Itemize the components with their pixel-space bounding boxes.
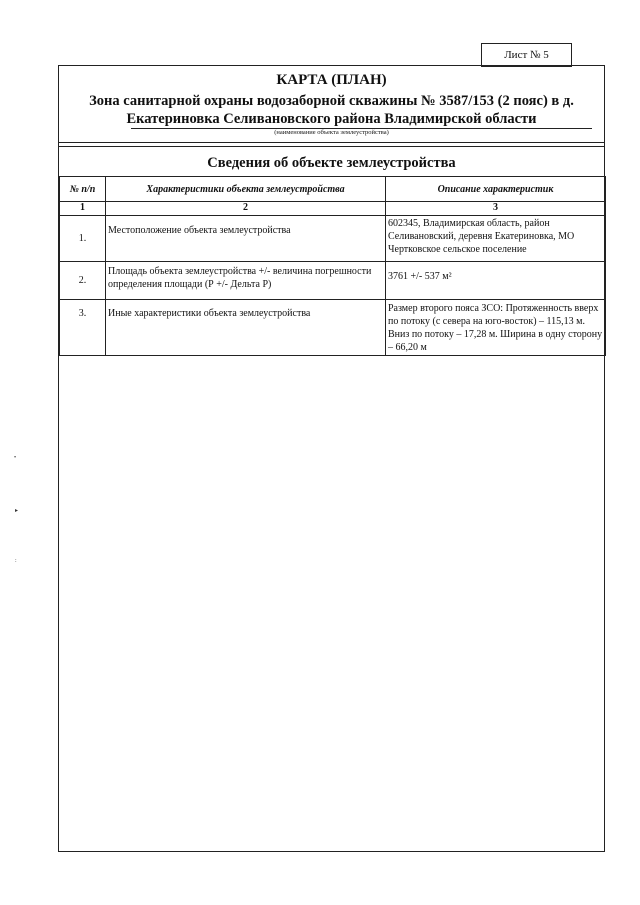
table-row: [60, 300, 606, 356]
column-number: 2: [106, 202, 386, 216]
object-name-caption: (наименование объекта землеустройства): [274, 129, 389, 136]
column-header: № п/п: [60, 177, 106, 202]
row-characteristic: Площадь объекта землеустройства +/- величина погрешности определения площади (Р +/- Дельта Р): [106, 262, 386, 300]
column-header: Описание характеристик: [386, 177, 606, 202]
object-name-line-1: Зона санитарной охраны водозаборной скважины № 3587/153 (2 пояс) в д.: [89, 93, 574, 109]
column-number: 1: [60, 202, 106, 216]
divider: [59, 142, 604, 143]
table-header-row: [60, 177, 606, 202]
object-name: [69, 92, 594, 128]
section-title: Сведения об объекте землеустройства: [207, 155, 456, 171]
row-characteristic: Иные характеристики объекта землеустройства: [106, 300, 386, 356]
row-number: 2.: [60, 262, 106, 300]
table-row: [60, 262, 606, 300]
margin-mark: ▸: [15, 508, 19, 514]
row-description: Размер второго пояса ЗСО: Протяженность вверх по потоку (с севера на юго-восток) – 115,13 м. Вниз по потоку – 17,28 м. Ширина в одну сторону – 66,20 м: [386, 300, 606, 356]
row-description: 3761 +/- 537 м²: [386, 262, 606, 300]
table-row: [60, 216, 606, 262]
map-title: КАРТА (ПЛАН): [276, 72, 387, 88]
margin-mark: :: [15, 558, 17, 564]
column-number-row: [60, 202, 606, 216]
column-number: 3: [386, 202, 606, 216]
row-number: 1.: [60, 216, 106, 262]
divider: [59, 146, 604, 147]
row-number: 3.: [60, 300, 106, 356]
row-description: 602345, Владимирская область, район Селивановский, деревня Екатериновка, МО Чертковское сельское поселение: [386, 216, 606, 262]
info-table: [59, 176, 606, 356]
sheet-number: Лист № 5: [481, 43, 572, 67]
document-frame: [58, 65, 605, 852]
object-name-line-2: Екатериновка Селивановского района Владимирской области: [126, 111, 537, 127]
row-characteristic: Местоположение объекта землеустройства: [106, 216, 386, 262]
margin-mark: •: [14, 455, 17, 461]
column-header: Характеристики объекта землеустройства: [106, 177, 386, 202]
